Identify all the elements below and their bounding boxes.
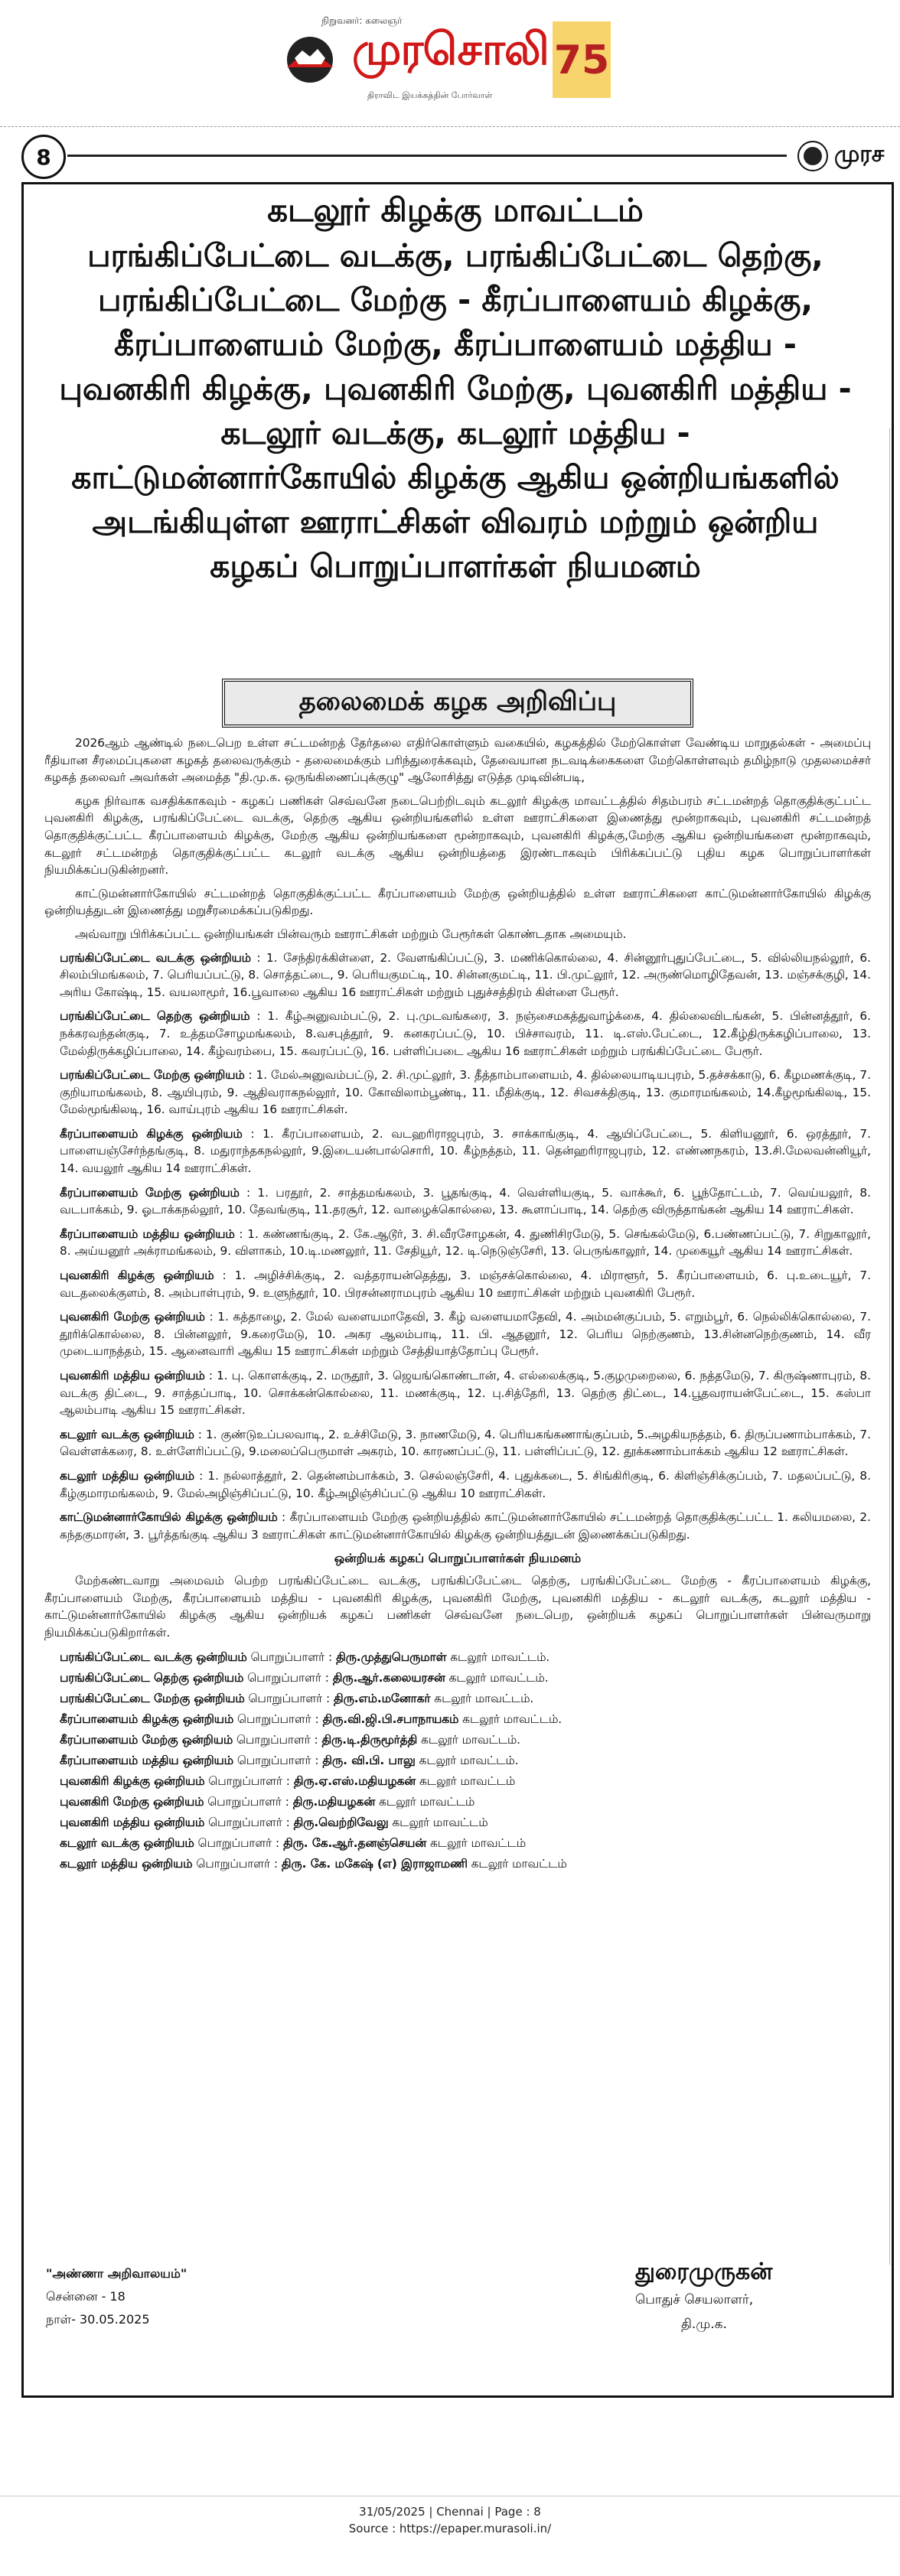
appointment-row xyxy=(60,1792,871,1812)
union-villages: : 1. சேந்திரக்கிள்ளை, 2. வேளங்கிப்பட்டு, 3. மணிக்கொல்லை, 4. சின்னூர்புதுப்பேட்டை, 5. வில்லியநல்லூர், 6. சிலம்பிமங்கலம், 7. பெரியப்பட்டு, 8. சொத்தட்டை, 9. பெரியகுமட்டி, 10. சின்னகுமட்டி, 11. பி.முட்லூர், 12. அருண்மொழிதேவன், 13. மஞ்சக்குழி, 14. அரிய கோஷ்டி, 15. வயலாமூர், 16.பூவாலை ஆகிய 16 ஊராட்சிகள் மற்றும் புதுச்சத்திரம் கிள்ளை பேரூர். xyxy=(60,950,871,999)
appointment-name: திரு.டி.திருமூர்த்தி xyxy=(321,1733,418,1747)
union-label: கீரப்பாளையம் மேற்கு ஒன்றியம் xyxy=(60,1185,240,1200)
appointment-district: கடலூர் மாவட்டம் xyxy=(471,1857,567,1871)
union-villages: : 1. அழிச்சிக்குடி, 2. வத்தராயன்தெத்து, 3. மஞ்சக்கொல்லை, 4. மிராளூர், 5. கீரப்பாளையம், 6. பு.உடையூர், 7. வடதலைக்குளம், 8. அம்பாள்புரம், 9. உளுந்தூர், 10. பிரசன்னராமபுரம் ஆகிய 10 ஊராட்சிகள் மற்றும் புவனகிரி பேரூர். xyxy=(60,1268,871,1300)
union-label: பரங்கிப்பேட்டை தெற்கு ஒன்றியம் xyxy=(60,1009,250,1024)
union-label: புவனகிரி மத்திய ஒன்றியம் xyxy=(60,1369,205,1382)
issuing-office xyxy=(46,2262,352,2331)
appointment-union: பரங்கிப்பேட்டை தெற்கு ஒன்றியம் xyxy=(60,1671,244,1685)
appointment-district: கடலூர் மாவட்டம் xyxy=(419,1774,516,1789)
logo-tagline-bottom: திராவிட இயக்கத்தின் போர்வாள் xyxy=(367,90,493,100)
union-villages: : 1. நல்லாத்தூர், 2. தென்னம்பாக்கம், 3. செல்லஞ்சேரி, 4. புதுக்கடை, 5. சிங்கிரிகுடி, 6. கிளிஞ்சிக்குப்பம், 7. மதலப்பட்டு, 8. கீழ்குமாரமங்கலம், 9. மேல்அழிஞ்சிப்பட்டு, 10. கீழ்அழிஞ்சிப்பட்டு ஆகிய 10 ஊராட்சிகள். xyxy=(60,1468,872,1500)
appointment-union: புவனகிரி மேற்கு ஒன்றியம் xyxy=(60,1795,204,1809)
appointment-role: பொறுப்பாளர் : xyxy=(237,1712,319,1727)
page-number-badge: 8 xyxy=(21,135,66,179)
appointment-district: கடலூர் மாவட்டம் xyxy=(429,1836,527,1851)
union-label: கீரப்பாளையம் கிழக்கு ஒன்றியம் xyxy=(60,1126,243,1141)
appointment-name: திரு. கே. மகேஷ் (எ) இராஜாமணி xyxy=(281,1857,468,1871)
appointment-row xyxy=(60,1689,871,1709)
appointment-row xyxy=(60,1833,871,1854)
district-heading: கடலூர் கிழக்கு மாவட்டம் xyxy=(267,191,644,229)
appointment-row xyxy=(60,1771,871,1792)
appointment-name: திரு.மதியழகன் xyxy=(292,1795,376,1809)
union-villages: : கீரப்பாளையம் மேற்கு ஒன்றியத்தில் காட்டுமன்னார்கோயில் சட்டமன்றத் தொகுதிக்குட்பட்ட 1. கலியமலை, 2. கந்தகுமாரன், 3. பூர்த்தங்குடி ஆகிய 3 ஊராட்சிகள் காட்டுமன்னார்கோயில் கிழக்கு ஒன்றியத்துடன் இணைக்கப்படுகிறது. xyxy=(60,1510,871,1542)
union-villages: : 1. கீழ்அனுவம்பட்டு, 2. பு.முடவங்கரை, 3. நஞ்சைமகத்துவாழ்க்கை, 4. தில்லைவிடங்கன், 5. பின்னத்தூர், 6. நக்கரவந்தன்குடி, 7. உத்தமசோழமங்கலம், 8.வசபுத்தூர், 9. கனகரப்பட்டு, 10. பிச்சாவரம், 11. டி.எஸ்.பேட்டை, 12.கீழ்திருக்கழிப்பாலை, 13. மேல்திருக்கழிப்பாலை, 14. கீழ்வரம்பை, 15. கவரப்பட்டு, 16. பள்ளிப்படை ஆகிய 16 ஊராட்சிகள் மற்றும் பரங்கிப்பேட்டை பேரூர். xyxy=(60,1009,872,1058)
headline-line: அடங்கியுள்ள ஊராட்சிகள் விவரம் மற்றும் ஒன்றிய xyxy=(92,503,819,540)
appointment-role: பொறுப்பாளர் : xyxy=(236,1733,318,1747)
union-entry xyxy=(44,1267,871,1301)
adjacent-page-strip xyxy=(796,135,900,181)
union-villages: : 1. பரதூர், 2. சாத்தமங்கலம், 3. பூதங்குடி, 4. வெள்ளியகுடி, 5. வாக்கூர், 6. பூந்தோட்டம், 7. வெய்யலூர், 8. வடபாக்கம், 9. ஓடாக்கநல்லூர், 10. தேவங்குடி, 11.தரசூர், 12. வாழைக்கொல்லை, 13. கூளாப்பாடி, 14. தெற்கு விருத்தாங்கன் ஆகிய 14 ஊராட்சிகள். xyxy=(60,1185,871,1217)
page-header-rule xyxy=(67,155,787,157)
appointment-role: பொறுப்பாளர் : xyxy=(248,1692,331,1706)
union-entry xyxy=(44,949,871,1001)
appointment-role: பொறுப்பாளர் : xyxy=(247,1671,329,1685)
newspaper-logo[interactable] xyxy=(268,14,628,121)
appointment-union: கீரப்பாளையம் கிழக்கு ஒன்றியம் xyxy=(60,1712,234,1727)
intro-paragraph: கழக நிர்வாக வசதிக்காகவும் - கழகப் பணிகள் செவ்வனே நடைபெற்றிடவும் கடலூர் கிழக்கு மாவட்டத்தில் சிதம்பரம் சட்டமன்றத் தொகுதிக்குட்பட்ட புவனகிரி கிழக்கு, பரங்கிப்பேட்டை வடக்கு, தெற்கு ஆகிய ஒன்றியங்களில் உள்ள ஊராட்சிகளை இணைத்து மூன்றாகவும், புவனகிரி சட்டமன்றத் தொகுதிக்குட்பட்ட கீரப்பாளையம் கிழக்கு, மேற்கு ஆகிய ஒன்றியங்களை மூன்றாகவும், புவனகிரி கிழக்கு,மேற்கு ஆகிய ஒன்றியங்களை மூன்றாகவும், கடலூர் சட்டமன்றத் தொகுதிக்குட்பட்ட கடலூர் வடக்கு ஆகிய ஒன்றியத்தை இரண்டாகவும் பிரிக்கப்பட்டு புதிய கழக பொறுப்பாளர்கள் நியமிக்கப்படுகின்றனர். xyxy=(44,793,871,878)
union-entry xyxy=(44,1467,871,1502)
union-label: கடலூர் வடக்கு ஒன்றியம் xyxy=(60,1427,194,1441)
appointment-role: பொறுப்பாளர் : xyxy=(208,1816,290,1830)
headline-line: காட்டுமன்னார்கோயில் கிழக்கு ஆகிய ஒன்றியங்களில் xyxy=(71,459,840,496)
appointment-district: கடலூர் மாவட்டம். xyxy=(421,1733,521,1747)
adjacent-page-label: முரச xyxy=(834,141,885,168)
masthead-divider xyxy=(0,126,900,127)
appointment-row xyxy=(60,1647,871,1668)
appointment-name: திரு.ஏ.எஸ்.மதியழகன் xyxy=(293,1774,416,1789)
intro-paragraph: 2026ஆம் ஆண்டில் நடைபெற உள்ள சட்டமன்றத் தேர்தலை எதிர்கொள்ளும் வகையில், கழகத்தில் மேற்கொள்ள வேண்டிய மாறுதல்கள் - அமைப்பு ரீதியான சீரமைப்புகளை கழகத் தலைவருக்கும் - தலைமைக்கும் பரிந்துரைக்கவும், தேவையான நடவடிக்கைகளை மேற்கொள்ளவும் தமிழ்நாடு முதலமைச்சர் கழகத் தலைவர் அவர்கள் அமைத்த "தி.மு.க. ஒருங்கிணைப்புக்குழு" ஆலோசித்து எடுத்த முடிவின்படி, xyxy=(44,736,871,785)
notice-date: நாள்- 30.05.2025 xyxy=(46,2312,150,2327)
epaper-credit xyxy=(0,2503,900,2537)
union-entry xyxy=(44,1509,871,1543)
appointment-name: திரு.வெற்றிவேலு xyxy=(293,1816,389,1830)
appointment-union: கடலூர் மத்திய ஒன்றியம் xyxy=(60,1857,193,1871)
appointment-union: பரங்கிப்பேட்டை மேற்கு ஒன்றியம் xyxy=(60,1692,245,1706)
union-villages: : 1. மேல்அனுவம்பட்டு, 2. சி.முட்லூர், 3. தீத்தாம்பாளையம், 4. தில்லையாடியபுரம், 5.தச்சக்காடு, 6. கீழமணக்குடி, 7. குறியாமங்கலம், 8. ஆயிபுரம், 9. ஆதிவராகநல்லூர், 10. கோவிலாம்பூண்டி, 11. மீதிக்குடி, 12. சிவசக்திகுடி, 13. குமாரமங்கலம், 14.கீழமூங்கிலடி, 15. மேல்மூங்கிலடி, 16. வாய்புரம் ஆகிய 16 ஊராட்சிகள். xyxy=(60,1068,871,1117)
headline xyxy=(46,233,865,588)
appointment-name: திரு. கே.ஆர்.தனஞ்செயன் xyxy=(283,1836,427,1851)
appointments-heading: ஒன்றியக் கழகப் பொறுப்பாளர்கள் நியமனம் xyxy=(334,1551,582,1566)
logo-tagline-top: நிறுவனர்: கலைஞர் xyxy=(321,15,403,26)
appointment-row xyxy=(60,1730,871,1750)
anniversary-number: 75 xyxy=(553,37,610,83)
adjacent-logo-icon xyxy=(796,139,830,173)
appointment-role: பொறுப்பாளர் : xyxy=(196,1857,278,1871)
credit-source-link[interactable]: Source : https://epaper.murasoli.in/ xyxy=(348,2522,552,2535)
headline-line: பரங்கிப்பேட்டை வடக்கு, பரங்கிப்பேட்டை தெற்கு, xyxy=(87,237,823,274)
union-label: பரங்கிப்பேட்டை மேற்கு ஒன்றியம் xyxy=(60,1068,245,1083)
masthead xyxy=(0,0,900,134)
headquarters-notice-banner: தலைமைக் கழக அறிவிப்பு xyxy=(222,679,693,728)
union-villages: : 1. கத்தாழை, 2. மேல் வளையமாதேவி, 3. கீழ் வளையமாதேவி, 4. அம்மன்குப்பம், 5. எறும்பூர், 6. நெல்லிக்கொல்லை, 7. தூரிக்கொல்லை, 8. பின்னலூர், 9.கரைமேடு, 10. அகர ஆலம்பாடி, 11. பி. ஆதனூர், 12. பெரிய நெற்குணம், 13.சின்னநெற்குணம், 14. வீர முடையாநத்தம், 15. ஆனைவாரி ஆகிய 15 ஊராட்சிகள் மற்றும் சேத்தியாத்தோப்பு பேரூர். xyxy=(60,1310,871,1359)
appointment-union: கீரப்பாளையம் மத்திய ஒன்றியம் xyxy=(60,1754,233,1768)
appointment-row xyxy=(60,1854,871,1874)
union-villages: : 1. குண்டுஉப்பலவாடி, 2. உச்சிமேடு, 3. நாணமேடு, 4. பெரியகங்கணாங்குப்பம், 5.அழகியநத்தம், 6. திருப்பணாம்பாக்கம், 7. வெள்ளக்கரை, 8. உள்ளேரிப்பட்டு, 9.மலைப்பெருமாள் அகரம், 10. காரணப்பட்டு, 11. பள்ளிப்பட்டு, 12. தூக்கணாம்பாக்கம் ஆகிய 12 ஊராட்சிகள். xyxy=(60,1427,871,1459)
appointment-name: திரு. வி.பி. பாலு xyxy=(322,1754,416,1768)
appointment-district: கடலூர் மாவட்டம். xyxy=(462,1712,562,1727)
appointment-name: திரு.எம்.மனோகர் xyxy=(334,1692,431,1706)
union-entry xyxy=(44,1367,871,1419)
appointment-role: பொறுப்பாளர் : xyxy=(208,1774,290,1789)
appointments-intro: மேற்கண்டவாறு அமைவம் பெற்ற பரங்கிப்பேட்டை வடக்கு, பரங்கிப்பேட்டை தெற்கு, பரங்கிப்பேட்டை மேற்கு - கீரப்பாளையம் கிழக்கு, கீரப்பாளையம் மேற்கு, கீரப்பாளையம் மத்திய - புவனகிரி கிழக்கு, புவனகிரி மேற்கு, புவனகிரி மத்திய - கடலூர் வடக்கு, கடலூர் மத்திய - காட்டுமன்னார்கோயில் கிழக்கு ஆகிய ஒன்றியக் கழகப் பணிகள் செவ்வனே நடைபெற, ஒன்றியக் கழகப் பொறுப்பாளர்கள் பின்வருமாறு நியமிக்கப்படுகிறார்கள். xyxy=(44,1573,871,1640)
headline-line: கழகப் பொறுப்பாளர்கள் நியமனம் xyxy=(210,548,701,585)
office-name: "அண்ணா அறிவாலயம்" xyxy=(46,2266,188,2281)
article-body xyxy=(44,734,871,1874)
headline-line: பரங்கிப்பேட்டை மேற்கு - கீரப்பாளையம் கிழக்கு, xyxy=(97,282,814,318)
office-city: சென்னை - 18 xyxy=(46,2289,126,2304)
appointment-union: புவனகிரி மத்திய ஒன்றியம் xyxy=(60,1816,205,1830)
union-label: பரங்கிப்பேட்டை வடக்கு ஒன்றியம் xyxy=(60,950,251,965)
headline-line: புவனகிரி கிழக்கு, புவனகிரி மேற்கு, புவனகிரி மத்திய - xyxy=(59,370,852,407)
signatory-title: பொதுச் செயலாளர், xyxy=(635,2292,754,2307)
union-label: காட்டுமன்னார்கோயில் கிழக்கு ஒன்றியம் xyxy=(60,1510,278,1525)
union-entry xyxy=(44,1308,871,1360)
appointment-union: கீரப்பாளையம் மேற்கு ஒன்றியம் xyxy=(60,1733,233,1747)
appointment-district: கடலூர் மாவட்டம். xyxy=(419,1754,519,1768)
union-label: புவனகிரி கிழக்கு ஒன்றியம் xyxy=(60,1268,214,1283)
credit-date-page: 31/05/2025 | Chennai | Page : 8 xyxy=(359,2505,541,2519)
appointment-name: திரு.வி.ஜி.பி.சபாநாயகம் xyxy=(322,1712,459,1727)
newspaper-title: முரசொலி xyxy=(352,23,549,75)
appointment-district: கடலூர் மாவட்டம் xyxy=(379,1795,475,1809)
union-entry xyxy=(44,1008,871,1060)
signatory-name: துரைமுருகன் xyxy=(635,2258,773,2285)
union-entry xyxy=(44,1125,871,1177)
union-villages: : 1. கண்ணங்குடி, 2. கே.ஆடூர், 3. சி.வீரசோழகன், 4. துணிசிரமேடு, 5. செங்கல்மேடு, 6.பண்ணப்பட்டு, 7. சிறுகாலூர், 8. அய்யனூர் அக்ராமங்கலம், 9. விளாகம், 10.டி.மணலூர், 11. சேதியூர், 12. டி.நெடுஞ்சேரி, 13. பெருங்காலூர், 14. முகையூர் ஆகிய 14 ஊராட்சிகள். xyxy=(60,1226,871,1259)
appointment-role: பொறுப்பாளர் : xyxy=(250,1650,333,1665)
appointment-row xyxy=(60,1709,871,1730)
anniversary-75-icon xyxy=(551,20,612,104)
union-villages: : 1. கீரப்பாளையம், 2. வடஹரிராஜபுரம், 3. சாக்காங்குடி, 4. ஆயிப்பேட்டை, 5. கிளியனூர், 6. ஒரத்தூர், 7. பாளையஞ்சேர்ந்தங்குடி, 8. மதுராந்தகநல்லூர், 9.இடையன்பால்சொரி, 10. கீழ்நத்தம், 11. தென்ஹரிராஜபுரம், 12. எண்ணநகரம், 13.சி.மேலவன்னியூர், 14. வயலூர் ஆகிய 14 ஊராட்சிகள். xyxy=(60,1126,871,1176)
appointment-role: பொறுப்பாளர் : xyxy=(197,1836,280,1851)
appointment-district: கடலூர் மாவட்டம். xyxy=(434,1692,534,1706)
headline-line: கடலூர் வடக்கு, கடலூர் மத்திய - xyxy=(220,415,690,451)
union-entry xyxy=(44,1184,871,1219)
union-entry xyxy=(44,1426,871,1461)
appointment-role: பொறுப்பாளர் : xyxy=(236,1754,319,1768)
union-villages: : 1. பு. கொளக்குடி, 2. மருதூர், 3. ஜெயங்கொண்டான், 4. எல்லைக்குடி, 5.குழமுறைலை, 6. நத்தமேடு, 7. கிருஷ்ணாபுரம், 8. வடக்கு திட்டை, 9. சாத்தப்பாடி, 10. சொக்கன்கொல்லை, 11. மணக்குடி, 12. பு.சித்தேரி, 13. தெற்கு திட்டை, 14.பூதவராயன்பேட்டை, 15. கஸ்பா ஆலம்பாடி ஆகிய 15 ஊராட்சிகள். xyxy=(60,1369,871,1418)
signatory-party: தி.மு.க. xyxy=(681,2317,727,2332)
appointment-name: திரு.ஆர்.கலையரசன் xyxy=(332,1671,445,1685)
union-label: கீரப்பாளையம் மத்திய ஒன்றியம் xyxy=(60,1226,235,1241)
appointment-name: திரு.முத்துபெருமாள் xyxy=(336,1650,447,1665)
appointment-union: புவனகிரி கிழக்கு ஒன்றியம் xyxy=(60,1774,205,1789)
appointments-list xyxy=(44,1647,871,1874)
appointment-district: கடலூர் மாவட்டம். xyxy=(448,1671,549,1685)
appointment-role: பொறுப்பாளர் : xyxy=(207,1795,289,1809)
appointment-district: கடலூர் மாவட்டம் xyxy=(392,1816,488,1830)
appointment-row xyxy=(60,1668,871,1689)
union-entry xyxy=(44,1067,871,1119)
appointment-union: கடலூர் வடக்கு ஒன்றியம் xyxy=(60,1836,194,1851)
appointment-row xyxy=(60,1750,871,1771)
appointment-district: கடலூர் மாவட்டம். xyxy=(450,1650,550,1665)
union-entry xyxy=(44,1226,871,1260)
appointment-row xyxy=(60,1812,871,1833)
intro-paragraph: அவ்வாறு பிரிக்கப்பட்ட ஒன்றியங்கள் பின்வரும் ஊராட்சிகள் மற்றும் பேரூர்கள் கொண்டதாக அமையும். xyxy=(75,927,627,941)
union-label: புவனகிரி மேற்கு ஒன்றியம் xyxy=(60,1310,205,1324)
rising-sun-emblem-icon xyxy=(276,29,344,86)
headline-line: கீரப்பாளையம் மேற்கு, கீரப்பாளையம் மத்திய - xyxy=(114,326,797,363)
union-label: கடலூர் மத்திய ஒன்றியம் xyxy=(60,1468,194,1483)
appointment-union: பரங்கிப்பேட்டை வடக்கு ஒன்றியம் xyxy=(60,1650,247,1665)
signatory xyxy=(635,2257,865,2337)
intro-paragraph: காட்டுமன்னார்கோயில் சட்டமன்றத் தொகுதிக்குட்பட்ட கீரப்பாளையம் மேற்கு ஒன்றியத்தில் உள்ள ஊராட்சிகளை காட்டுமன்னார்கோயில் கிழக்கு ஒன்றியத்துடன் இணைத்து மறுசீரமைக்கப்படுகிறது. xyxy=(44,886,871,918)
